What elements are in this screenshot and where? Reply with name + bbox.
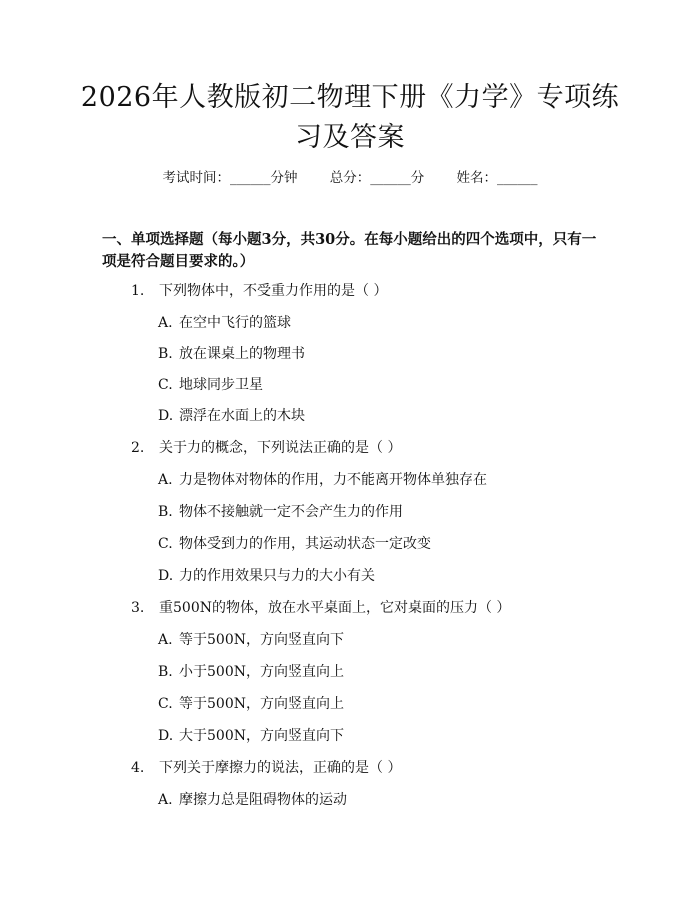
option-text: 放在课桌上的物理书 xyxy=(179,346,305,362)
option-text: 小于500N，方向竖直向上 xyxy=(179,664,344,680)
question-3-option-d xyxy=(158,726,344,746)
question-1-option-b xyxy=(158,344,305,364)
exam-info-line xyxy=(0,168,700,188)
question-number: 1. xyxy=(131,283,145,299)
document-title: 2026年人教版初二物理下册《力学》专项练习及答案 xyxy=(80,82,620,153)
question-2-option-c xyxy=(158,534,431,554)
exam-time-label: 考试时间：______分钟 xyxy=(162,170,298,186)
question-text: 下列关于摩擦力的说法，正确的是（ ） xyxy=(159,760,402,776)
option-letter: B. xyxy=(158,504,173,520)
option-text: 在空中飞行的篮球 xyxy=(179,315,291,331)
option-text: 等于500N，方向竖直向下 xyxy=(179,632,344,648)
question-1-option-c xyxy=(158,375,263,395)
question-number: 2. xyxy=(131,440,145,456)
question-4 xyxy=(131,758,401,778)
total-score-label: 总分：______分 xyxy=(329,170,425,186)
option-text: 物体不接触就一定不会产生力的作用 xyxy=(179,504,403,520)
option-letter: D. xyxy=(158,728,174,744)
option-letter: C. xyxy=(158,536,173,552)
question-1 xyxy=(131,281,387,301)
option-text: 漂浮在水面上的木块 xyxy=(179,408,305,424)
option-text: 地球同步卫星 xyxy=(179,377,263,393)
option-letter: A. xyxy=(158,632,173,648)
question-number: 3. xyxy=(131,600,145,616)
option-text: 力是物体对物体的作用，力不能离开物体单独存在 xyxy=(179,472,487,488)
question-1-option-a xyxy=(158,313,291,333)
option-text: 力的作用效果只与力的大小有关 xyxy=(179,568,375,584)
student-name-label: 姓名：______ xyxy=(456,170,538,186)
option-letter: A. xyxy=(158,472,173,488)
question-3-option-a xyxy=(158,630,344,650)
option-text: 等于500N，方向竖直向上 xyxy=(179,696,344,712)
question-number: 4. xyxy=(131,760,145,776)
question-3 xyxy=(131,598,510,618)
option-letter: B. xyxy=(158,664,173,680)
question-3-option-c xyxy=(158,694,344,714)
question-text: 重500N的物体，放在水平桌面上，它对桌面的压力（ ） xyxy=(159,600,511,616)
option-text: 物体受到力的作用，其运动状态一定改变 xyxy=(179,536,431,552)
question-1-option-d xyxy=(158,406,305,426)
question-text: 关于力的概念，下列说法正确的是（ ） xyxy=(159,440,402,456)
option-letter: C. xyxy=(158,696,173,712)
option-letter: C. xyxy=(158,377,173,393)
question-3-option-b xyxy=(158,662,344,682)
option-letter: D. xyxy=(158,568,174,584)
question-2 xyxy=(131,438,401,458)
question-2-option-a xyxy=(158,470,487,490)
option-letter: A. xyxy=(158,792,173,808)
section-heading: 一、单项选择题（每小题3分，共30分。在每小题给出的四个选项中，只有一项是符合题目要求的。） xyxy=(102,231,597,270)
option-text: 大于500N，方向竖直向下 xyxy=(179,728,344,744)
question-text: 下列物体中，不受重力作用的是（ ） xyxy=(159,283,388,299)
option-letter: A. xyxy=(158,315,173,331)
option-letter: B. xyxy=(158,346,173,362)
question-4-option-a xyxy=(158,790,347,810)
option-letter: D. xyxy=(158,408,174,424)
question-2-option-d xyxy=(158,566,375,586)
question-2-option-b xyxy=(158,502,403,522)
option-text: 摩擦力总是阻碍物体的运动 xyxy=(179,792,347,808)
